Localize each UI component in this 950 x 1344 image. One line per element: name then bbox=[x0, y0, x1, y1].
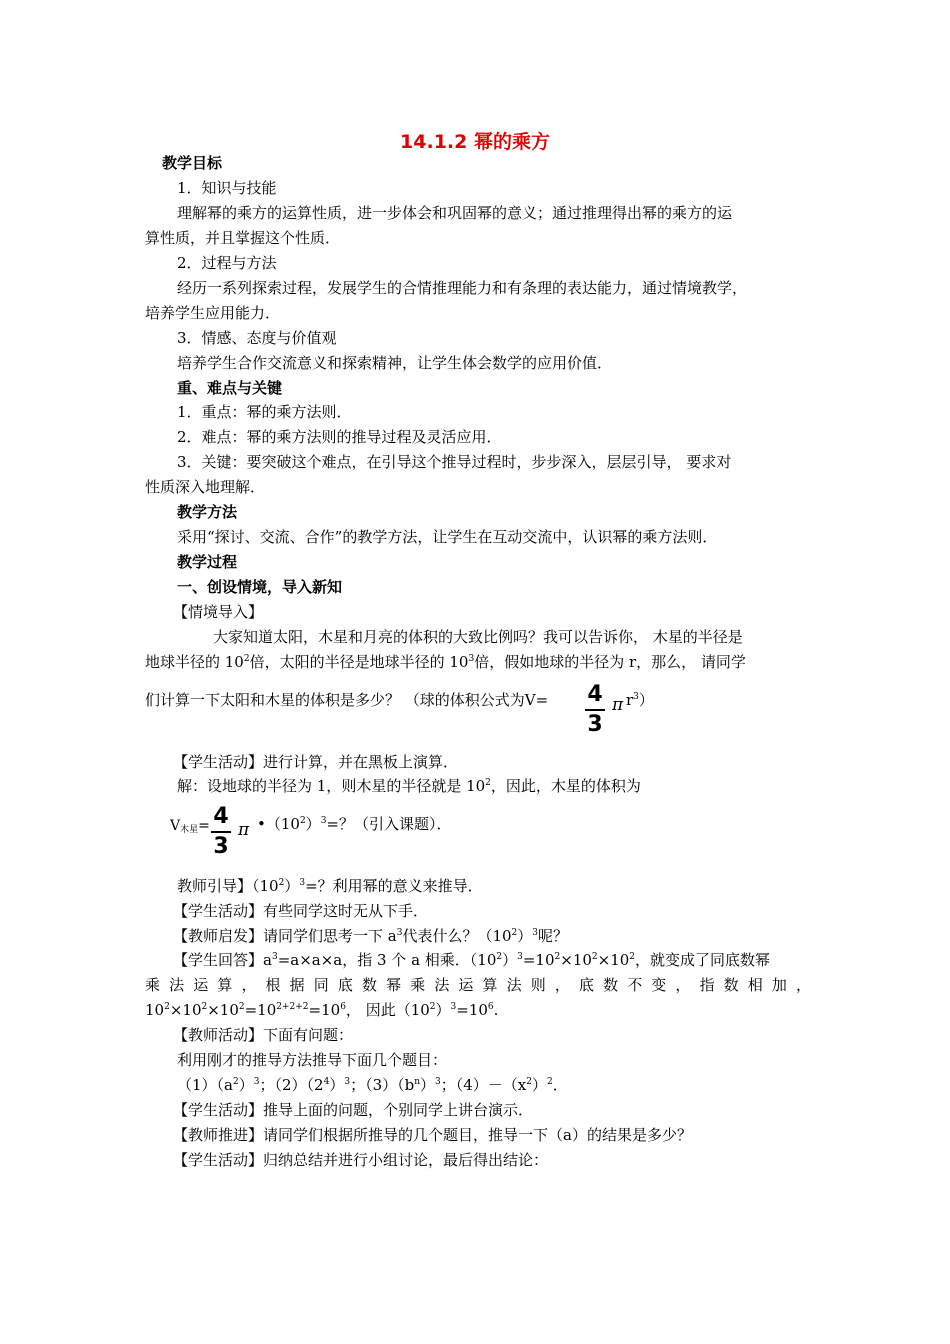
student-answer: 【学生回答】$a^3=a\times a\times a$，指 3 个 a 相乘．$(10^2)^3=10^2\times 10^2\times 10^2$，就变成了同底数幂 bbox=[173, 951, 771, 969]
justified-char: 则 bbox=[530, 976, 546, 994]
goal1-text: 理解幂的乘方的运算性质，进一步体会和巩固幂的意义；通过推理得出幂的乘方的运 bbox=[177, 204, 733, 222]
goal3-heading: 3．情感、态度与价值观 bbox=[177, 329, 337, 347]
goal1-heading: 1．知识与技能 bbox=[177, 179, 277, 197]
key-point-1: 1．重点：幂的乘方法则． bbox=[177, 403, 352, 421]
justified-char: 运 bbox=[193, 976, 209, 994]
scene-text-cont: 地球半径的 $10^2$倍，太阳的半径是地球半径的 $10^3$倍，假如地球的半径为 r，那么， 请同学 bbox=[145, 653, 746, 671]
justified-char: ， bbox=[241, 976, 257, 994]
fraction-four-thirds: 4 3 bbox=[585, 683, 605, 737]
justified-char: 算 bbox=[217, 976, 233, 994]
justified-char: 乘 bbox=[410, 976, 426, 994]
goal2-text-cont: 培养学生应用能力． bbox=[145, 304, 281, 322]
student-answer-cont bbox=[145, 975, 811, 995]
key-point-3: 3．关键：要突破这个难点，在引导这个推导过程时，步步深入，层层引导， 要求对 bbox=[177, 453, 732, 471]
scene-tag: 【情境导入】 bbox=[173, 603, 264, 621]
page-title: 14.1.2 幂的乘方 bbox=[400, 131, 550, 153]
goal2-text: 经历一系列探索过程，发展学生的合情推理能力和有条理的表达能力，通过情境教学， bbox=[177, 279, 748, 297]
method-heading: 教学方法 bbox=[177, 503, 238, 521]
justified-char: 数 bbox=[603, 976, 619, 994]
key-point-3-cont: 性质深入地理解． bbox=[145, 478, 266, 496]
solution-line: 解：设地球的半径为 1，则木星的半径就是 $10^2$，因此，木星的体积为 bbox=[177, 777, 641, 795]
scene-text: 大家知道太阳，木星和月亮的体积的大致比例吗？我可以告诉你， 木星的半径是 bbox=[213, 628, 743, 646]
scene-question: 们计算一下太阳和木星的体积是多少？ （球的体积公式为V= bbox=[145, 691, 549, 709]
justified-char: 根 bbox=[265, 976, 281, 994]
justified-char: 底 bbox=[337, 976, 353, 994]
justified-char: 算 bbox=[482, 976, 498, 994]
pi-symbol: π bbox=[612, 695, 624, 715]
justified-char: 变 bbox=[651, 976, 667, 994]
use-method-line: 利用刚才的推导方法推导下面几个题目： bbox=[177, 1051, 448, 1069]
justified-char: 数 bbox=[361, 976, 377, 994]
justified-char: 幂 bbox=[386, 976, 402, 994]
exercise-list: $(1)(a^2)^3$；$(2)(2^4)^3$；$(3)(b^n)^3$；$(4)-(x^2)^2$． bbox=[177, 1076, 568, 1094]
student-activity-3: 【学生活动】推导上面的问题，个别同学上讲台演示． bbox=[173, 1101, 534, 1119]
student-activity-1: 【学生活动】进行计算，并在黑板上演算． bbox=[173, 753, 459, 771]
justified-char: ， bbox=[675, 976, 691, 994]
justified-char: 同 bbox=[313, 976, 329, 994]
justified-char: ， bbox=[795, 976, 811, 994]
justified-char: 指 bbox=[699, 976, 715, 994]
jupiter-volume-label: $V_{木星}=$ bbox=[170, 818, 210, 835]
goal2-heading: 2．过程与方法 bbox=[177, 254, 277, 272]
student-activity-2: 【学生活动】有些同学这时无从下手． bbox=[173, 902, 429, 920]
justified-char: 法 bbox=[434, 976, 450, 994]
teacher-activity: 【教师活动】下面有问题： bbox=[173, 1026, 354, 1044]
jupiter-volume-expr: $•(10^2)^3=$？（引入课题）． bbox=[257, 815, 452, 833]
goal1-text-cont: 算性质，并且掌握这个性质． bbox=[145, 229, 341, 247]
student-answer-result: $10^2\times 10^2\times 10^2=10^{2+2+2}=10^6$， 因此$(10^2)^3=10^6$. bbox=[145, 1001, 499, 1019]
justified-char: 数 bbox=[723, 976, 739, 994]
scene-question-end: $r^3$） bbox=[626, 691, 654, 709]
pi-symbol-2: π bbox=[238, 820, 250, 840]
justified-char: 加 bbox=[771, 976, 787, 994]
part1-heading: 一、创设情境，导入新知 bbox=[177, 578, 343, 596]
justified-char: 相 bbox=[747, 976, 763, 994]
goals-heading: 教学目标 bbox=[162, 154, 223, 172]
justified-char: 不 bbox=[627, 976, 643, 994]
student-activity-4: 【学生活动】归纳总结并进行小组讨论，最后得出结论： bbox=[173, 1151, 549, 1169]
justified-char: ， bbox=[554, 976, 570, 994]
justified-char: 法 bbox=[506, 976, 522, 994]
key-heading: 重、难点与关键 bbox=[177, 379, 283, 397]
justified-char: 法 bbox=[169, 976, 185, 994]
fraction-four-thirds-2: 4 3 bbox=[211, 805, 231, 859]
justified-char: 乘 bbox=[145, 976, 161, 994]
method-text: 采用“探讨、交流、合作”的教学方法，让学生在互动交流中，认识幂的乘方法则． bbox=[177, 528, 718, 546]
justified-char: 运 bbox=[458, 976, 474, 994]
teacher-hint: 【教师启发】请同学们思考一下 $a^3$代表什么？$(10^2)^3$呢？ bbox=[173, 927, 569, 945]
teacher-push: 【教师推进】请同学们根据所推导的几个题目，推导一下（a）的结果是多少？ bbox=[173, 1126, 692, 1144]
key-point-2: 2．难点：幂的乘方法则的推导过程及灵活应用． bbox=[177, 428, 502, 446]
justified-char: 据 bbox=[289, 976, 305, 994]
goal3-text: 培养学生合作交流意义和探索精神，让学生体会数学的应用价值． bbox=[177, 354, 613, 372]
process-heading: 教学过程 bbox=[177, 553, 238, 571]
justified-char: 底 bbox=[578, 976, 594, 994]
teacher-guide: 教师引导】$(10^2)^3=$？利用幂的意义来推导． bbox=[177, 877, 483, 895]
